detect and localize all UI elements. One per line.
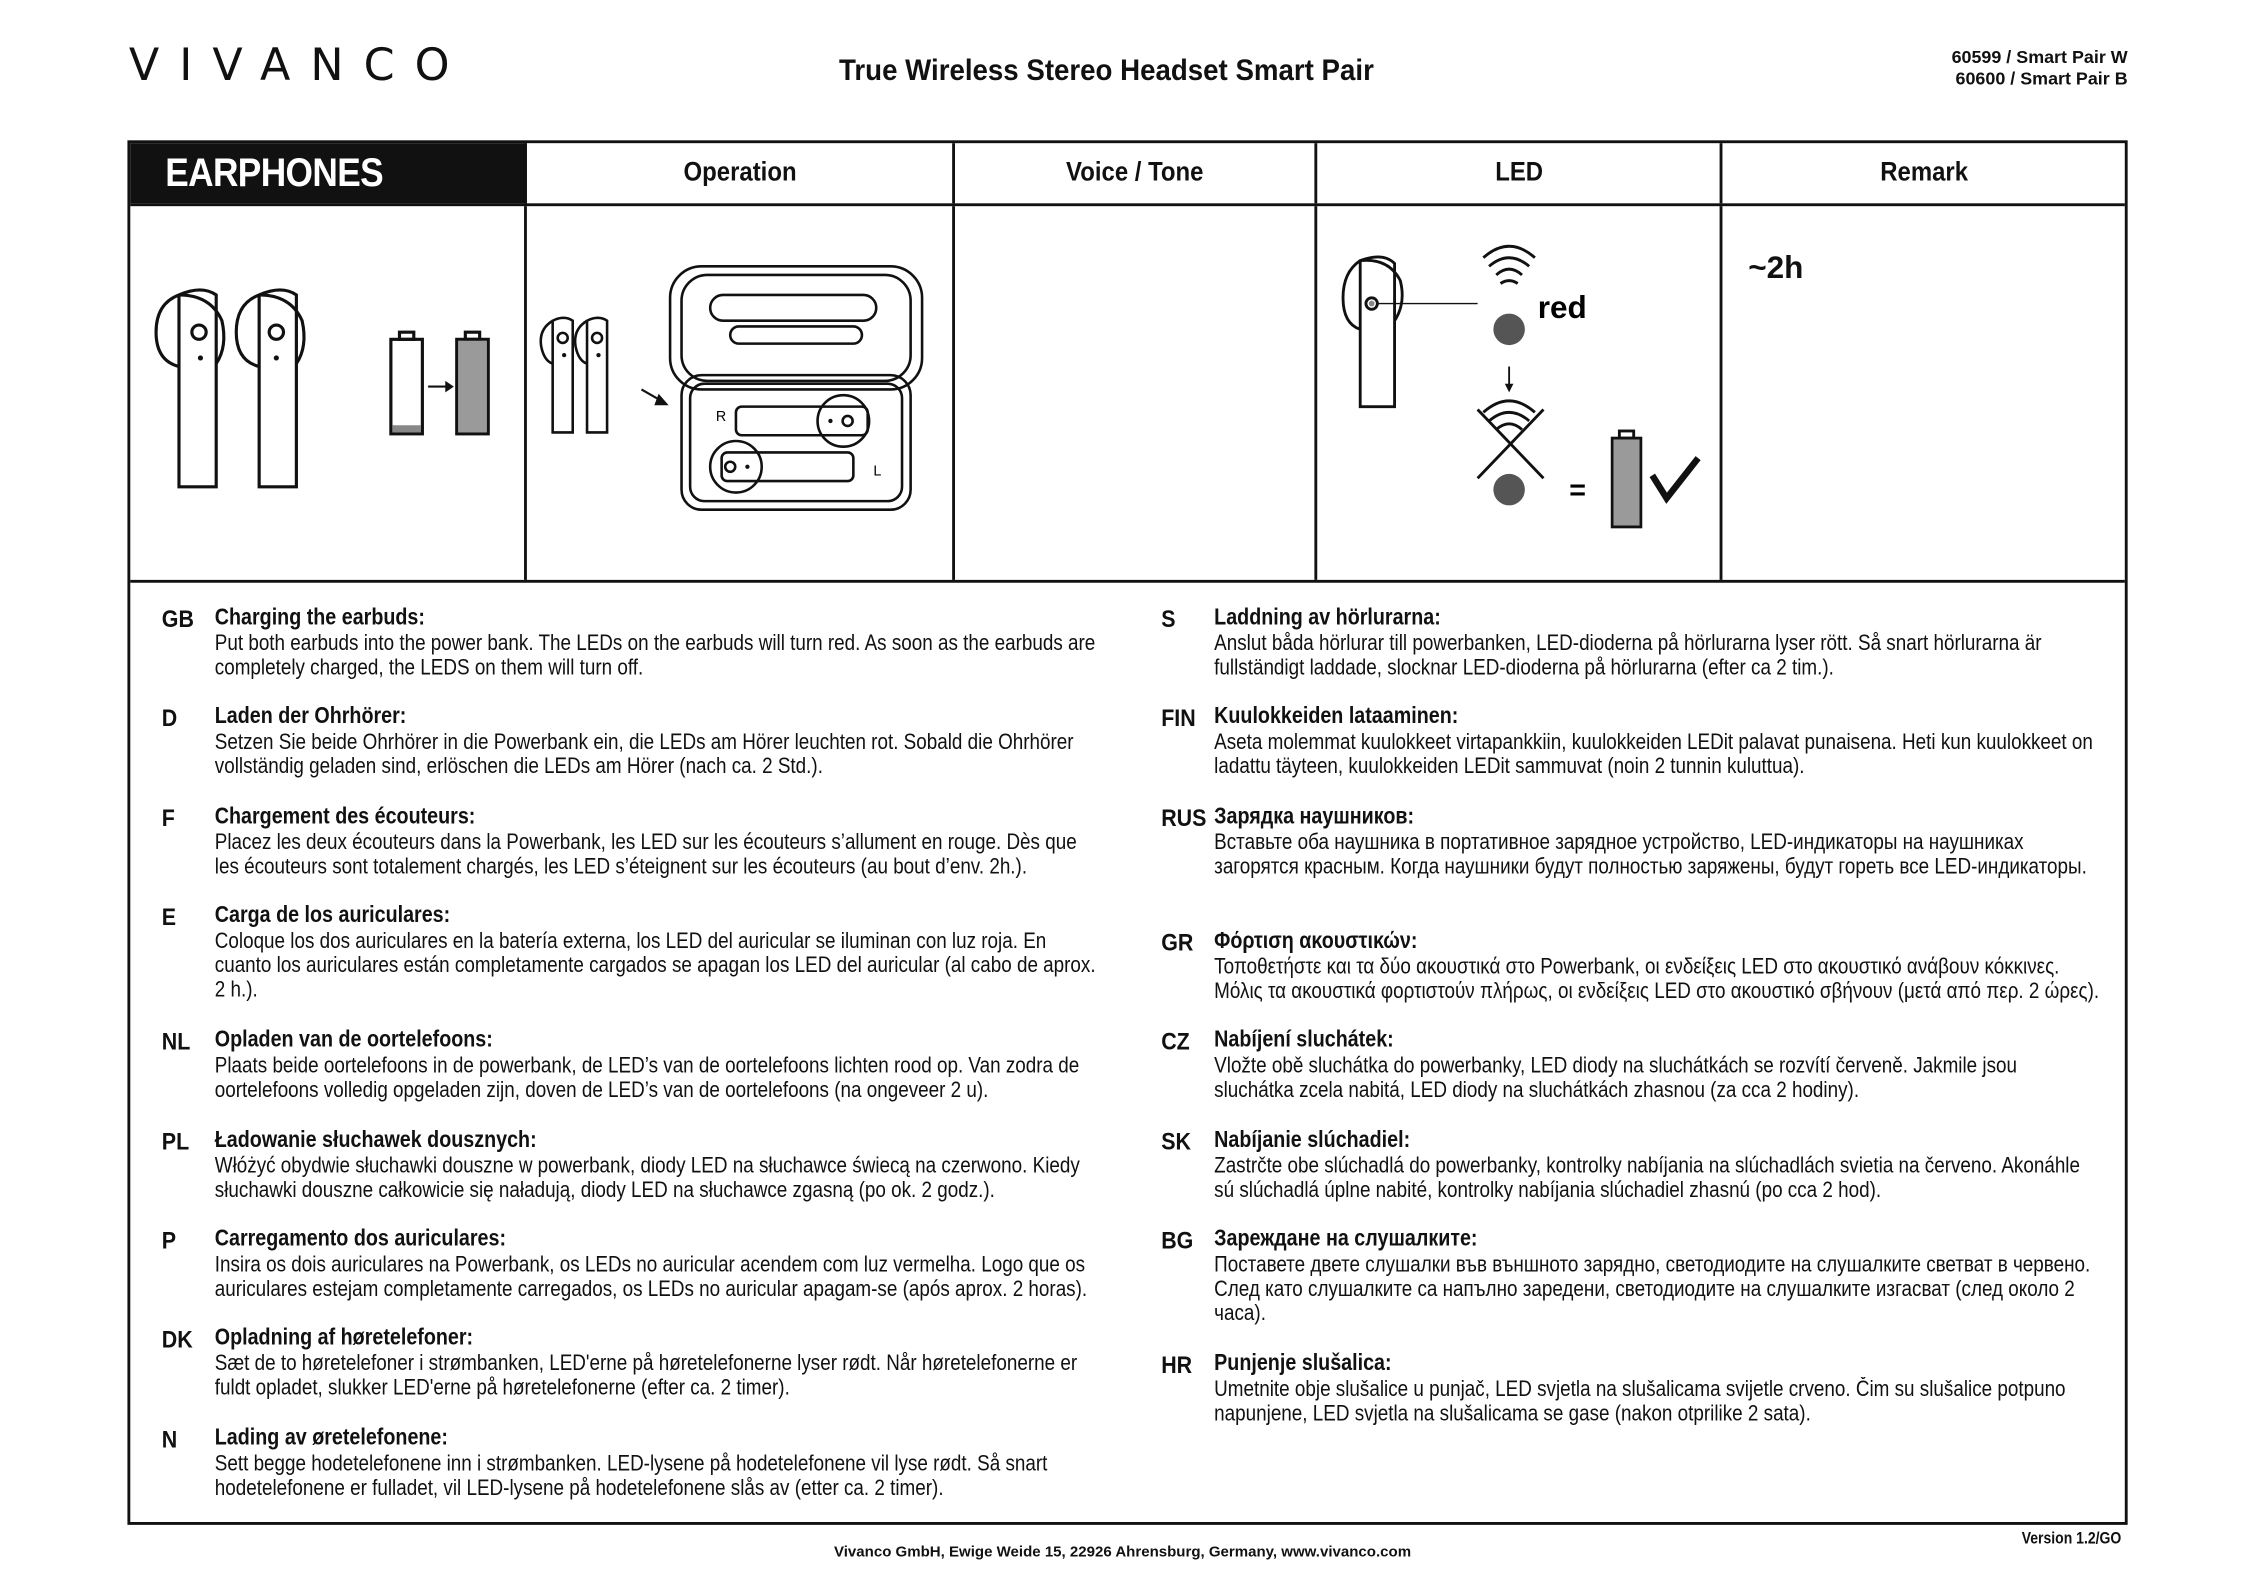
- language-code: D: [161, 704, 178, 732]
- case-label-l: L: [873, 463, 882, 480]
- language-code: S: [1161, 605, 1176, 633]
- instruction-heading: Ładowanie słuchawek dousznych:: [214, 1128, 537, 1153]
- instruction-text: Placez les deux écouteurs dans la Powerbank, les LED sur les écouteurs s’allument en rouge. Dès que les écouteurs sont totalement chargés, les LED s’éteignent sur les écouteurs (au bout d’env. 2h.).: [214, 830, 1077, 880]
- instruction-text: Insira os dois auriculares na Powerbank, os LEDs no auricular acendem com luz vermelha. Logo que os auriculares estejam completamente carregados, os LEDs no auricular apagam-se (após aprox. 2 horas).: [214, 1252, 1088, 1302]
- earphones-illustration-cell: [130, 206, 527, 580]
- led-status-icon: [1317, 206, 1722, 580]
- instruction-heading: Laden der Ohrhörer:: [214, 704, 407, 729]
- column-header-led: LED: [1317, 143, 1722, 203]
- instruction-heading: Chargement des écouteurs:: [214, 804, 476, 830]
- instruction-text: Umetnite obje slušalice u punjač, LED svjetla na slušalicama svijetle crveno. Čim su slušalice potpuno napunjene, LED svjetla na slušalicama se gase (nakon otprilike 2 sata).: [1214, 1377, 2066, 1427]
- column-header-operation: Operation: [527, 143, 955, 203]
- instruction-heading: Charging the earbuds:: [214, 605, 425, 630]
- language-code: BG: [1161, 1227, 1194, 1255]
- language-code: NL: [161, 1028, 191, 1056]
- language-code: E: [161, 903, 177, 931]
- table-header-row: [130, 143, 2124, 206]
- instruction-heading: Φόρτιση ακουστικών:: [1214, 929, 1418, 954]
- language-code: GB: [161, 605, 194, 633]
- instruction-heading: Punjenje slušalica:: [1214, 1351, 1392, 1376]
- language-code: CZ: [1161, 1028, 1190, 1056]
- column-header-voice-tone: Voice / Tone: [955, 143, 1317, 203]
- instruction-text: Put both earbuds into the power bank. The LEDs on the earbuds will turn red. As soon as the earbuds are completely charged, the LEDS on them will turn off.: [214, 631, 1096, 681]
- language-code: GR: [1161, 929, 1194, 957]
- operation-cell: [527, 206, 955, 580]
- instruction-text: Sæt de to høretelefoner i strømbanken, LED'erne på høretelefonerne lyser rødt. Når høretelefonerne er fuldt opladet, slukker LED'erne på høretelefonerne (efter ca. 2 timer).: [214, 1351, 1078, 1401]
- instruction-text: Vložte obě sluchátka do powerbanky, LED diody na sluchátkách se rozvítí červeně. Jakmile jsou sluchátka zcela nabitá, LED diody na sluchátkách zhasnou (za cca 2 hodiny).: [1214, 1053, 2018, 1103]
- instruction-text: Zastrčte obe slúchadlá do powerbanky, kontrolky nabíjania na slúchadlách svietia na červeno. Akonáhle sú slúchadlá úplne nabité, kontrolky nabíjania slúchadiel zhasnú (po cca 2 hod).: [1214, 1154, 2081, 1203]
- language-code: SK: [1161, 1128, 1191, 1156]
- instruction-heading: Зареждане на слушалките:: [1214, 1227, 1478, 1252]
- remark-duration: ~2h: [1748, 249, 1804, 285]
- instruction-text: Setzen Sie beide Ohrhörer in die Powerbank ein, die LEDs am Hörer leuchten rot. Sobald die Ohrhörer vollständig geladen sind, erlöschen die LEDs am Hörer (nach ca. 2 Std.).: [214, 730, 1074, 779]
- table-image-row: [130, 206, 2124, 583]
- led-cell: [1317, 206, 1722, 580]
- language-code: FIN: [1161, 704, 1196, 732]
- instruction-heading: Opladen van de oortelefoons:: [214, 1028, 493, 1053]
- instruction-text: Вставьте оба наушника в портативное зарядное устройство, LED-индикаторы на наушниках загорятся красным. Когда наушники будут полностью заряжены, будут гореть все LED-индикаторы.: [1214, 830, 2087, 880]
- column-header-remark: Remark: [1879, 157, 1968, 188]
- language-code: N: [161, 1426, 178, 1454]
- document-title: True Wireless Stereo Headset Smart Pair: [839, 54, 1374, 88]
- model-numbers: [1952, 47, 2128, 90]
- version-label: Version 1.2/GO: [2021, 1530, 2122, 1548]
- language-code: F: [161, 804, 175, 832]
- instruction-text: Coloque los dos auriculares en la batería externa, los LED del auricular se iluminan con luz roja. En cuanto los auriculares están completamente cargados se apagan los LED del auricular (al cabo de aprox. 2 h.).: [214, 929, 1096, 1003]
- equals-sign: =: [1569, 474, 1586, 507]
- language-code: HR: [1161, 1351, 1193, 1379]
- footer-address: Vivanco GmbH, Ewige Weide 15, 22926 Ahrensburg, Germany, www.vivanco.com: [834, 1543, 1412, 1561]
- model-line-1: 60599 / Smart Pair W: [1951, 47, 2128, 68]
- instruction-text: Τοποθετήστε και τα δύο ακουστικά στο Powerbank, οι ενδείξεις LED στο ακουστικό ανάβουν κόκκινες. Μόλις τα ακουστικά φορτιστούν πλήρως, οι ενδείξεις LED στο ακουστικό σβήνουν (μετά από περ. 2 ώρες).: [1214, 955, 2100, 1004]
- instruction-text: Plaats beide oortelefoons in de powerbank, de LED’s van de oortelefoons lichten rood op. Van zodra de oortelefoons volledig opgeladen zijn, doven de LED’s van de oortelefoons (na ongeveer 2 u).: [214, 1053, 1080, 1103]
- section-title: EARPHONES: [130, 143, 527, 203]
- instruction-text: Włóżyć obydwie słuchawki douszne w powerbank, diody LED na słuchawce świecą na czerwono. Kiedy słuchawki douszne całkowicie się naładują, diody LED na słuchawce zgasną (po ok. 2 godz.).: [214, 1154, 1080, 1203]
- instruction-heading: Nabíjení sluchátek:: [1214, 1028, 1394, 1053]
- brand-logo: VIVANCO: [128, 40, 470, 92]
- charging-case-icon: [527, 206, 955, 580]
- instruction-table: [127, 140, 2127, 1525]
- instruction-text: Anslut båda hörlurar till powerbanken, LED-dioderna på hörlurarna lyser rött. Så snart hörlurarna är fullständigt laddade, slocknar LED-dioderna på hörlurarna (efter ca 2 tim.).: [1214, 631, 2042, 681]
- language-code: RUS: [1161, 804, 1207, 832]
- instruction-heading: Carregamento dos auriculares:: [214, 1227, 507, 1252]
- language-code: PL: [161, 1128, 190, 1156]
- language-code: P: [161, 1227, 177, 1255]
- instruction-heading: Lading av øretelefonene:: [214, 1426, 448, 1451]
- voice-tone-cell: [955, 206, 1317, 580]
- instruction-heading: Kuulokkeiden lataaminen:: [1214, 704, 1459, 729]
- instruction-heading: Зарядка наушников:: [1214, 804, 1415, 830]
- model-line-2: 60600 / Smart Pair B: [1955, 68, 2128, 89]
- instruction-heading: Opladning af høretelefoner:: [214, 1325, 474, 1351]
- remark-cell: [1722, 206, 2124, 580]
- earbuds-battery-icon: [130, 206, 527, 580]
- instruction-text: Поставете двете слушалки във външното зарядно, светодиодите на слушалките светват в червено. След като слушалките са напълно заредени, светодиодите на слушалките изгасват (след около 2 часа).: [1214, 1252, 2091, 1326]
- instruction-heading: Carga de los auriculares:: [214, 903, 451, 928]
- instruction-text: Sett begge hodetelefonene inn i strømbanken. LED-lysene på hodetelefonene vil lyse rødt. Så snart hodetelefonene er fulladet, vil LED-lysene på hodetelefonene slås av (etter ca. 2 timer).: [214, 1451, 1048, 1501]
- instruction-text: Aseta molemmat kuulokkeet virtapankkiin, kuulokkeiden LEDit palavat punaisena. Heti kun kuulokkeet on ladattu täyteen, kuulokkeiden LEDit sammuvat (noin 2 tunnin kuluttua).: [1214, 730, 2093, 779]
- led-color-label: red: [1537, 288, 1587, 325]
- instruction-heading: Laddning av hörlurarna:: [1214, 605, 1441, 630]
- instruction-heading: Nabíjanie slúchadiel:: [1214, 1128, 1411, 1153]
- case-label-r: R: [715, 408, 727, 425]
- language-code: DK: [161, 1325, 193, 1354]
